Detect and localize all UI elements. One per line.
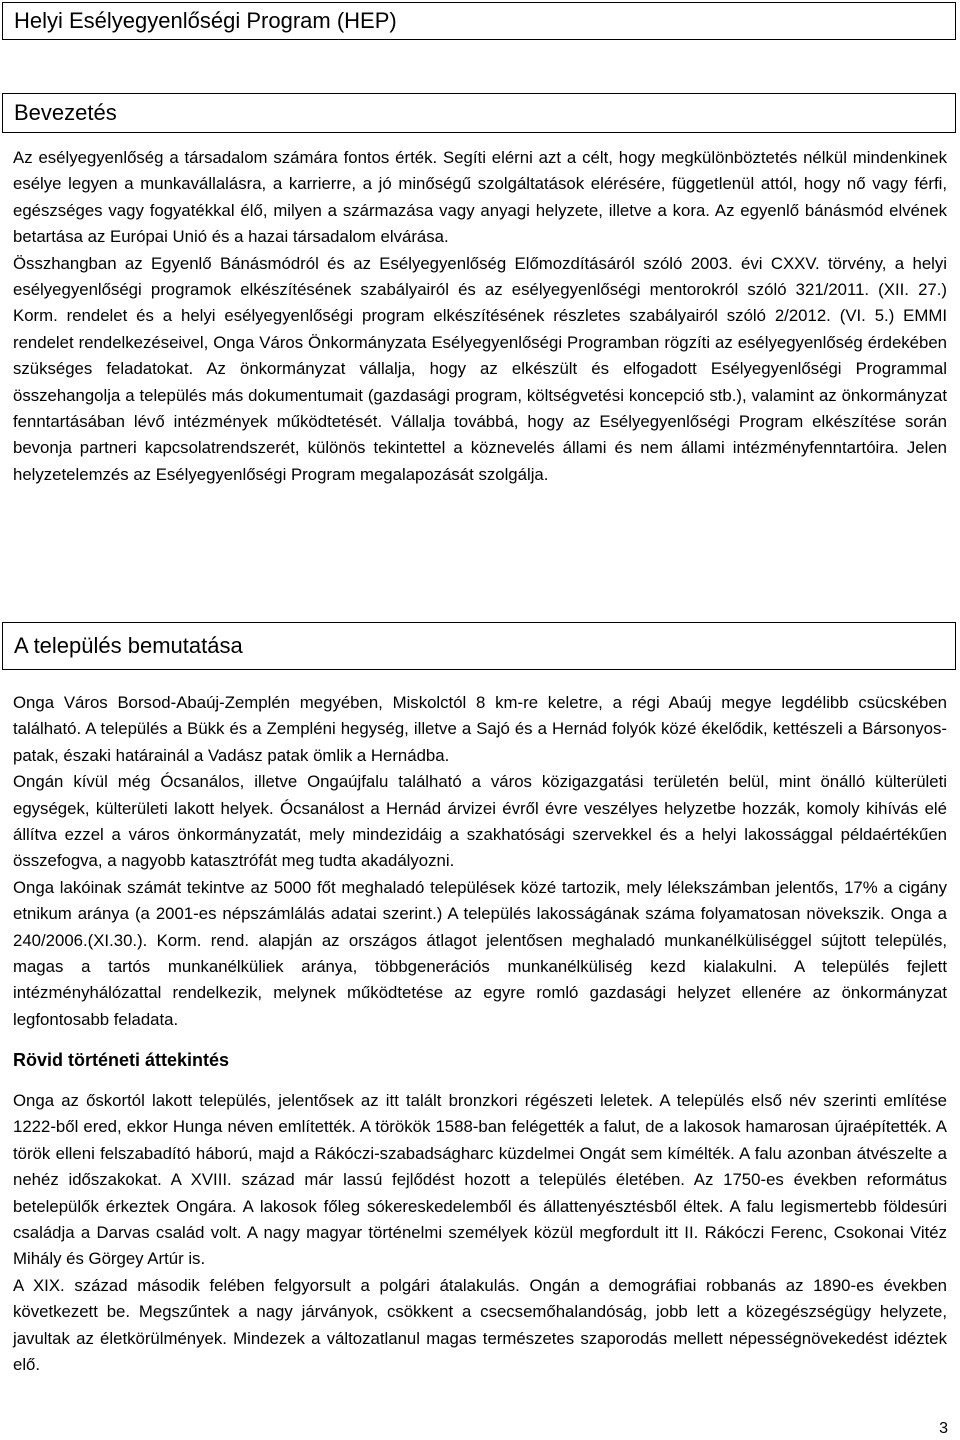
paragraph: Onga Város Borsod-Abaúj-Zemplén megyében, Miskolctól 8 km-re keletre, a régi Abaúj megye legdélibb csücskében található. A település a Bükk és a Zempléni hegység, illetve a Sajó és a Hernád folyók közé ékelődik, kettészeli a Bársonyos-patak, északi határainál a Vadász patak ömlik a Hernádba.: [13, 693, 947, 765]
history-section: [13, 1088, 947, 1378]
paragraph: A XIX. század második felében felgyorsult a polgári átalakulás. Ongán a demográfiai robbanás az 1890-es években következett be. Megszűntek a nagy járványok, csökkent a csecsemőhalandóság, jobb lett a közegészségügy helyzete, javultak az életkörülmények. Mindezek a változatlanul magas természetes szaporodás mellett népességnövekedést idéztek elő.: [13, 1275, 947, 1375]
intro-section: [13, 145, 947, 488]
paragraph: Onga az őskortól lakott település, jelentősek az itt talált bronzkori régészeti leletek. A település első név szerinti említése 1222-ből ered, ekkor Hunga néven említették. A törökök 1588-ban felégették a falut, de a lakosok hamarosan újraépítették. A török elleni felszabadító háború, majd a Rákóczi-szabadságharc küzdelmei Ongát sem kímélték. A falu azonban átvészelte a nehéz időszakokat. A XVIII. század már lassú fejlődést hozott a település életében. Az 1750-es években református betelepülők érkeztek Ongára. A lakosok főleg sókereskedelemből és állattenyésztésből éltek. A falu legismertebb földesúri családja a Darvas család volt. A nagy magyar történelmi személyek közül megfordult itt II. Rákóczi Ferenc, Csokonai Vitéz Mihály és Görgey Artúr is.: [13, 1091, 947, 1269]
settlement-section: [13, 690, 947, 1033]
document-title-box: [2, 2, 956, 40]
page-number: 3: [939, 1420, 948, 1437]
intro-heading: Bevezetés: [14, 100, 117, 125]
paragraph: Ongán kívül még Ócsanálos, illetve Ongaújfalu található a város közigazgatási területén belül, mint önálló külterületi egységek, külterületi lakott helyek. Ócsanálost a Hernád árvizei évről évre veszélyes helyzetbe hozzák, komoly kihívás elé állítva ezzel a város önkormányzatát, mely mindezidáig a szakhatósági szervekkel és a helyi lakossággal példaértékűen összefogva, a nagyobb katasztrófát meg tudta akadályozni.: [13, 772, 947, 871]
intro-heading-box: [2, 93, 956, 133]
paragraph: Összhangban az Egyenlő Bánásmódról és az Esélyegyenlőség Előmozdításáról szóló 2003. évi CXXV. törvény, a helyi esélyegyenlőségi programok elkészítésének szabályairól és az esélyegyenlőségi mentorokról szóló 321/2011. (XII. 27.) Korm. rendelet és a helyi esélyegyenlőségi program elkészítésének részletes szabályairól szóló 2/2012. (VI. 5.) EMMI rendelet rendelkezéseivel, Onga Város Önkormányzata Esélyegyenlőségi Programban rögzíti az esélyegyenlőség érdekében szükséges feladatokat. Az önkormányzat vállalja, hogy az elkészült és elfogadott Esélyegyenlőségi Programmal összehangolja a település más dokumentumait (gazdasági program, költségvetési koncepció stb.), valamint az önkormányzat fenntartásában lévő intézmények működtetését. Vállalja továbbá, hogy az Esélyegyenlőségi Program elkészítése során bevonja partneri kapcsolatrendszerét, különös tekintettel a köznevelés állami és nem állami intézményfenntartóira. Jelen helyzetelemzés az Esélyegyenlőségi Program megalapozását szolgálja.: [13, 253, 947, 484]
paragraph: Az esélyegyenlőség a társadalom számára fontos érték. Segíti elérni azt a célt, hogy megkülönböztetés nélkül mindenkinek esélye legyen a munkavállalásra, a karrierre, a jó minőségű szolgáltatások elérésére, függetlenül attól, hogy nő vagy férfi, egészséges vagy fogyatékkal élő, milyen a származása vagy anyagi helyzete, illetve a kora. Az egyenlő bánásmód elvének betartása az Európai Unió és a hazai társadalom elvárása.: [13, 148, 947, 247]
settlement-heading-box: [2, 622, 956, 670]
document-title: Helyi Esélyegyenlőségi Program (HEP): [14, 8, 397, 33]
paragraph: Onga lakóinak számát tekintve az 5000 főt meghaladó települések közé tartozik, mely lélekszámban jelentős, 17% a cigány etnikum aránya (a 2001-es népszámlálás adatai szerint.) A település lakosságának száma folyamatosan növekszik. Onga a 240/2006.(XI.30.). Korm. rend. alapján az országos átlagot jelentősen meghaladó munkanélküliséggel sújtott település, magas a tartós munkanélküliek aránya, többgenerációs munkanélküliség kezd kialakulni. A település fejlett intézményhálózattal rendelkezik, melynek működtetése az egyre romló gazdasági helyzet ellenére az önkormányzat legfontosabb feladata.: [13, 877, 947, 1029]
history-heading: Rövid történeti áttekintés: [13, 1050, 230, 1070]
settlement-heading: A település bemutatása: [14, 633, 243, 658]
